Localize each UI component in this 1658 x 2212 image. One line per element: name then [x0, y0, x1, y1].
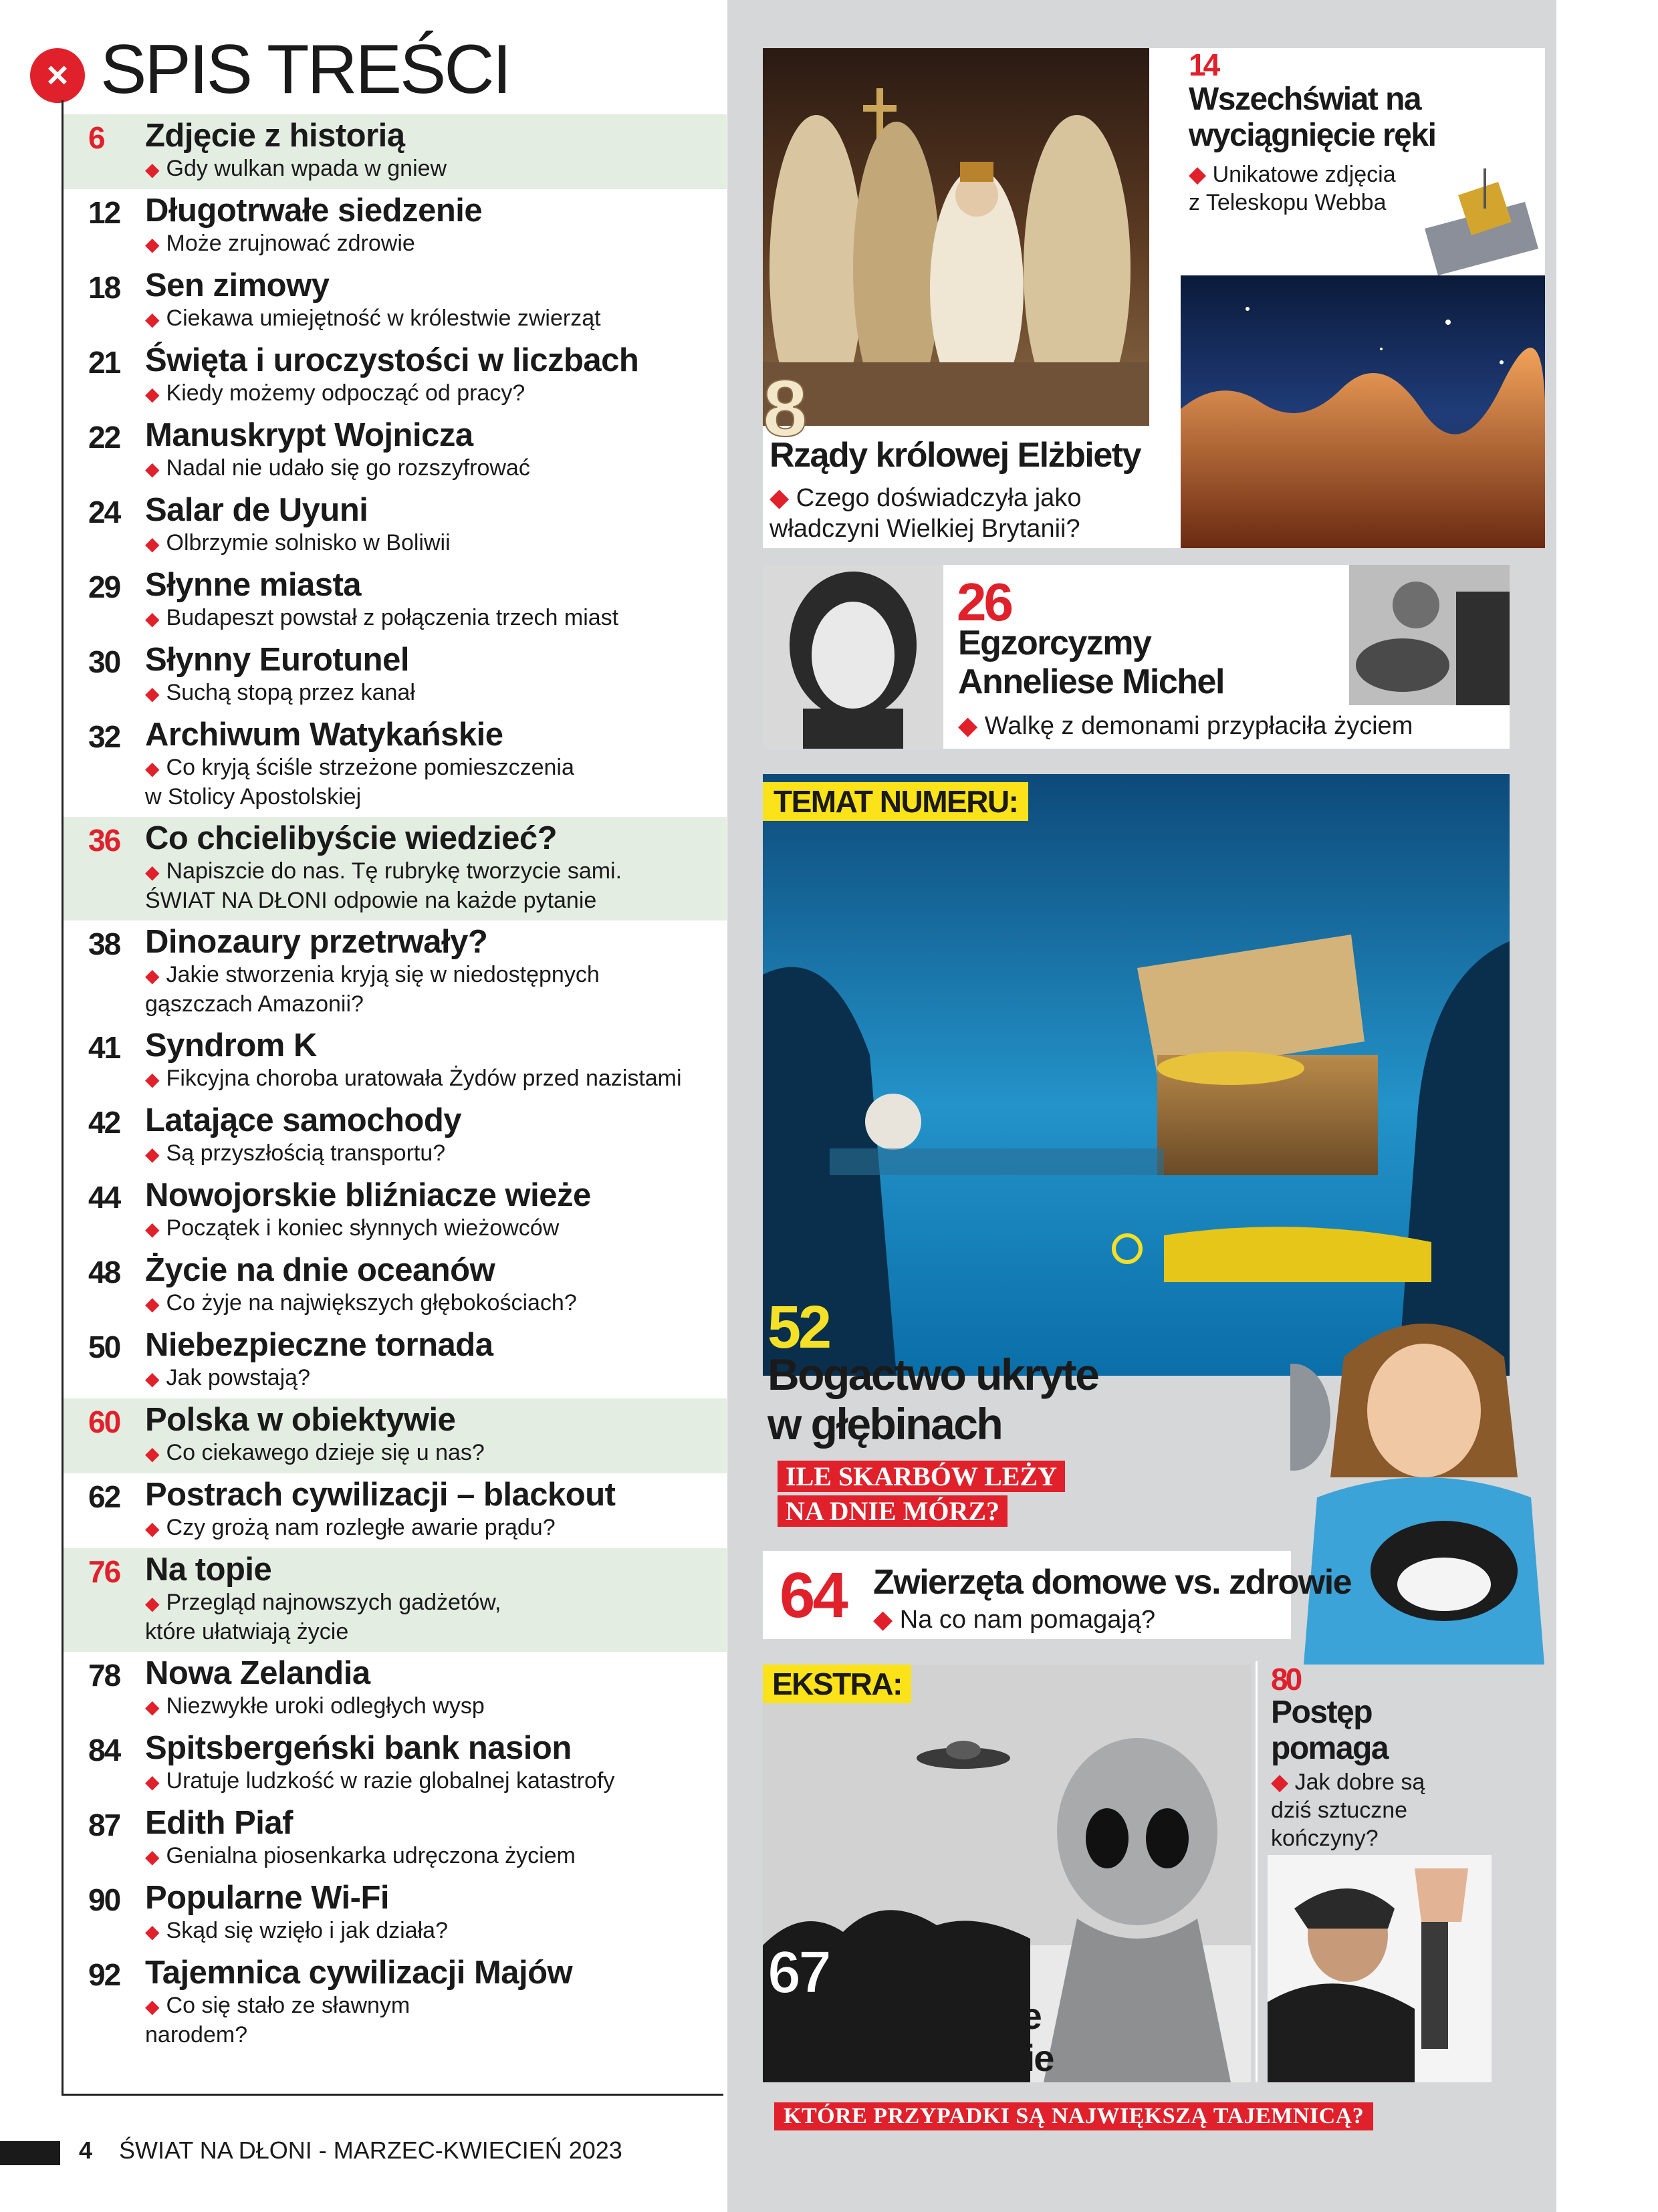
entry-title: Słynny Eurotunel	[145, 642, 409, 678]
diamond-icon: ◆	[145, 1368, 160, 1389]
exorcism-photo	[1349, 565, 1510, 705]
entry-title: Długotrwałe siedzenie	[145, 193, 483, 229]
page-number: 44	[88, 1180, 120, 1215]
toc-entry[interactable]	[64, 1876, 727, 1951]
diamond-icon: ◆	[145, 384, 160, 404]
feature-card-prosthetic[interactable]	[1256, 1661, 1512, 2082]
entry-title: Spitsbergeński bank nasion	[145, 1730, 572, 1766]
entry-title: Dinozaury przetrwały?	[145, 924, 488, 960]
close-icon: ×	[30, 48, 85, 103]
diamond-icon: ◆	[1271, 1769, 1295, 1795]
feature-title: Zainteresowanie UFO znów rośnie	[767, 1995, 1054, 2079]
diamond-icon: ◆	[958, 712, 985, 740]
page-number: 6	[88, 120, 104, 155]
toc-entry[interactable]	[64, 564, 727, 638]
toc-entry[interactable]	[64, 489, 727, 564]
page-number: 90	[88, 1882, 120, 1917]
ufo-red-tag: KTÓRE PRZYPADKI SĄ NAJWIĘKSZĄ TAJEMNICĄ?	[774, 2102, 1373, 2130]
feature-subtitle: ◆ Czego doświadczyła jako władczyni Wielkiej Brytanii?	[769, 484, 1082, 543]
page-number: 24	[88, 495, 120, 529]
toc-entry[interactable]	[64, 638, 727, 713]
extra-tag: EKSTRA:	[763, 1665, 911, 1703]
diamond-icon: ◆	[769, 484, 796, 512]
entry-subtitle: ◆ Jak powstają?	[145, 1365, 311, 1390]
coronation-photo	[763, 48, 1149, 426]
entry-title: Popularne Wi-Fi	[145, 1880, 390, 1916]
page-number: 62	[88, 1479, 120, 1514]
entry-subtitle: ◆ Co żyje na największych głębokościach?	[145, 1290, 577, 1316]
diamond-icon: ◆	[145, 1069, 160, 1090]
diamond-icon: ◆	[145, 1771, 160, 1792]
entry-subtitle: ◆ Przegląd najnowszych gadżetów, które ułatwiają życie	[145, 1590, 501, 1644]
diamond-icon: ◆	[145, 1921, 160, 1942]
page-number: 38	[88, 927, 120, 961]
toc-entry[interactable]	[64, 339, 727, 414]
telescope-icon	[1411, 155, 1545, 289]
diamond-icon: ◆	[145, 459, 160, 479]
page-number: 87	[88, 1808, 120, 1842]
toc-entry[interactable]	[64, 817, 727, 920]
entry-subtitle: ◆ Co się stało ze sławnym narodem?	[145, 1993, 410, 2048]
feature-number: 67	[767, 1939, 830, 2006]
entry-subtitle: ◆ Genialna piosenkarka udręczona życiem	[145, 1843, 576, 1868]
entry-subtitle: ◆ Czy grożą nam rozległe awarie prądu?	[145, 1515, 556, 1540]
diamond-icon: ◆	[145, 758, 160, 779]
page-title: SPIS TREŚCI	[100, 31, 510, 108]
diamond-icon: ◆	[145, 1443, 160, 1464]
page-number: 18	[88, 270, 120, 305]
toc-entry[interactable]	[64, 1324, 727, 1398]
page-number: 21	[88, 345, 120, 380]
feature-number: 26	[957, 572, 1011, 632]
toc-entry[interactable]	[64, 1024, 727, 1099]
toc-entry[interactable]	[64, 1727, 727, 1802]
page-number: 30	[88, 644, 120, 679]
footer-bar	[0, 2141, 60, 2165]
toc-entry[interactable]	[64, 189, 727, 264]
feature-card-pets[interactable]	[763, 1551, 1510, 1639]
page-number: 78	[88, 1658, 120, 1693]
toc-entry[interactable]	[64, 1548, 727, 1652]
entry-title: Nowa Zelandia	[145, 1655, 370, 1691]
toc-entry[interactable]	[64, 1951, 727, 2055]
toc-entry[interactable]	[64, 1802, 727, 1876]
page-number: 92	[88, 1957, 120, 1992]
diamond-icon: ◆	[145, 309, 160, 330]
entry-title: Życie na dnie oceanów	[145, 1252, 495, 1288]
entry-title: Postrach cywilizacji – blackout	[145, 1477, 616, 1513]
feature-number: 80	[1271, 1662, 1300, 1697]
entry-subtitle: ◆ Gdy wulkan wpada w gniew	[145, 156, 447, 181]
feature-number: 64	[780, 1560, 846, 1631]
feature-subtitle: ◆ Jak dobre są dziś sztuczne kończyny?	[1271, 1769, 1425, 1851]
table-of-contents	[0, 0, 729, 2212]
cover-story-image[interactable]	[763, 774, 1510, 1376]
cover-red-tag-1: ILE SKARBÓW LEŻY	[778, 1461, 1065, 1492]
entry-subtitle: ◆ Olbrzymie solnisko w Boliwii	[145, 530, 451, 556]
diamond-icon: ◆	[145, 234, 160, 255]
entry-title: Manuskrypt Wojnicza	[145, 417, 473, 453]
entry-subtitle: ◆ Początek i koniec słynnych wieżowców	[145, 1215, 560, 1241]
features-panel	[727, 0, 1556, 2212]
page-number: 50	[88, 1330, 120, 1364]
entry-subtitle: ◆ Jakie stworzenia kryją się w niedostępnych gąszczach Amazonii?	[145, 962, 600, 1017]
diamond-icon: ◆	[145, 1294, 160, 1314]
entry-subtitle: ◆ Suchą stopą przez kanał	[145, 680, 415, 705]
entry-subtitle: ◆ Budapeszt powstał z połączenia trzech miast	[145, 605, 619, 630]
entry-title: Słynne miasta	[145, 567, 362, 603]
diamond-icon: ◆	[145, 1144, 160, 1164]
entry-subtitle: ◆ Co kryją ściśle strzeżone pomieszczenia w Stolicy Apostolskiej	[145, 755, 574, 810]
page-number: 48	[88, 1255, 120, 1289]
entry-title: Sen zimowy	[145, 267, 330, 303]
webb-nebula-photo	[1181, 275, 1545, 548]
entry-subtitle: ◆ Kiedy możemy odpocząć od pracy?	[145, 380, 525, 406]
diamond-icon: ◆	[145, 1996, 160, 2017]
entry-title: Syndrom K	[145, 1027, 317, 1064]
feature-title: Zwierzęta domowe vs. zdrowie	[873, 1563, 1352, 1602]
feature-card-michel[interactable]	[763, 565, 1510, 749]
page-number: 42	[88, 1105, 120, 1140]
diamond-icon: ◆	[873, 1606, 900, 1634]
page-number: 84	[88, 1733, 120, 1767]
prosthetic-arm-photo	[1268, 1855, 1492, 2082]
diamond-icon: ◆	[145, 533, 160, 554]
footer-text: ŚWIAT NA DŁONI - MARZEC-KWIECIEŃ 2023	[119, 2136, 622, 2164]
feature-title: Rządy królowej Elżbiety	[769, 436, 1141, 475]
footer	[79, 2136, 622, 2165]
cover-red-tag-2: NA DNIE MÓRZ?	[778, 1495, 1008, 1527]
feature-number: 14	[1189, 47, 1218, 82]
entry-subtitle: ◆ Napiszcie do nas. Tę rubrykę tworzycie sami. ŚWIAT NA DŁONI odpowie na każde pytanie	[145, 858, 622, 913]
divider	[62, 2094, 723, 2096]
feature-title: Bogactwo ukryte w głębinach	[767, 1350, 1098, 1449]
toc-entry[interactable]	[64, 1174, 727, 1249]
diamond-icon: ◆	[145, 1518, 160, 1539]
diamond-icon: ◆	[145, 159, 160, 180]
entry-title: Niebezpieczne tornada	[145, 1327, 493, 1363]
entry-title: Zdjęcie z historią	[145, 118, 405, 154]
entry-title: Tajemnica cywilizacji Majów	[145, 1955, 573, 1991]
entry-title: Archiwum Watykańskie	[145, 717, 503, 753]
entry-title: Na topie	[145, 1552, 272, 1588]
entry-subtitle: ◆ Nadal nie udało się go rozszyfrować	[145, 455, 530, 481]
entry-subtitle: ◆ Ciekawa umiejętność w królestwie zwierząt	[145, 305, 601, 331]
diamond-icon: ◆	[145, 1593, 160, 1614]
page-number: 29	[88, 570, 120, 604]
toc-entry[interactable]	[64, 713, 727, 817]
feature-number: 8	[763, 364, 805, 453]
page-number: 32	[88, 719, 120, 754]
page-number: 41	[88, 1030, 120, 1065]
cover-tag: TEMAT NUMERU:	[763, 782, 1028, 821]
entry-subtitle: ◆ Co ciekawego dzieje się u nas?	[145, 1440, 485, 1465]
toc-entry[interactable]	[64, 1398, 727, 1473]
diamond-icon: ◆	[145, 862, 160, 882]
toc-entry[interactable]	[64, 414, 727, 489]
feature-title: Postęp pomaga	[1271, 1695, 1389, 1766]
feature-title: Wszechświat na wyciągnięcie ręki	[1189, 82, 1436, 153]
entry-title: Latające samochody	[145, 1102, 462, 1138]
page-number: 76	[88, 1554, 120, 1589]
diamond-icon: ◆	[145, 608, 160, 629]
entry-title: Nowojorskie bliźniacze wieże	[145, 1177, 591, 1213]
portrait-photo	[763, 565, 943, 749]
diamond-icon: ◆	[145, 1219, 160, 1239]
toc-entry[interactable]	[64, 1652, 727, 1727]
toc-entry[interactable]	[64, 1249, 727, 1324]
feature-subtitle: ◆ Unikatowe zdjęcia z Teleskopu Webba	[1189, 162, 1396, 215]
feature-card-webb[interactable]	[1181, 48, 1545, 275]
feature-number: 52	[767, 1294, 830, 1361]
entry-subtitle: ◆ Fikcyjna choroba uratowała Żydów przed nazistami	[145, 1066, 682, 1091]
toc-entry[interactable]	[64, 1473, 727, 1548]
diamond-icon: ◆	[1189, 162, 1213, 187]
diamond-icon: ◆	[145, 965, 160, 986]
entry-title: Salar de Uyuni	[145, 492, 368, 528]
feature-subtitle: ◆ Walkę z demonami przypłaciła życiem	[958, 712, 1413, 740]
diamond-icon: ◆	[145, 1846, 160, 1867]
diamond-icon: ◆	[145, 683, 160, 704]
toc-entry[interactable]	[64, 264, 727, 339]
feature-title: Egzorcyzmy Anneliese Michel	[958, 624, 1224, 702]
entry-subtitle: ◆ Skąd się wzięło i jak działa?	[145, 1918, 448, 1943]
entry-subtitle: ◆ Niezwykłe uroki odległych wysp	[145, 1693, 485, 1719]
toc-entry[interactable]	[64, 920, 727, 1024]
page-number: 60	[88, 1404, 120, 1439]
page-number: 22	[88, 420, 120, 455]
entry-subtitle: ◆ Uratuje ludzkość w razie globalnej katastrofy	[145, 1768, 615, 1794]
entry-subtitle: ◆ Może zrujnować zdrowie	[145, 231, 415, 256]
entry-title: Edith Piaf	[145, 1805, 293, 1841]
entry-title: Polska w obiektywie	[145, 1402, 456, 1438]
diamond-icon: ◆	[145, 1697, 160, 1717]
page-number: 4	[79, 2136, 93, 2164]
page-number: 36	[88, 823, 120, 858]
entry-subtitle: ◆ Są przyszłością transportu?	[145, 1140, 446, 1166]
entry-title: Święta i uroczystości w liczbach	[145, 342, 639, 378]
entry-title: Co chcielibyście wiedzieć?	[145, 820, 558, 856]
toc-entry[interactable]	[64, 1099, 727, 1174]
feature-subtitle: ◆ Na co nam pomagają?	[873, 1606, 1156, 1634]
toc-entry[interactable]	[64, 114, 727, 189]
page-number: 12	[88, 195, 120, 230]
